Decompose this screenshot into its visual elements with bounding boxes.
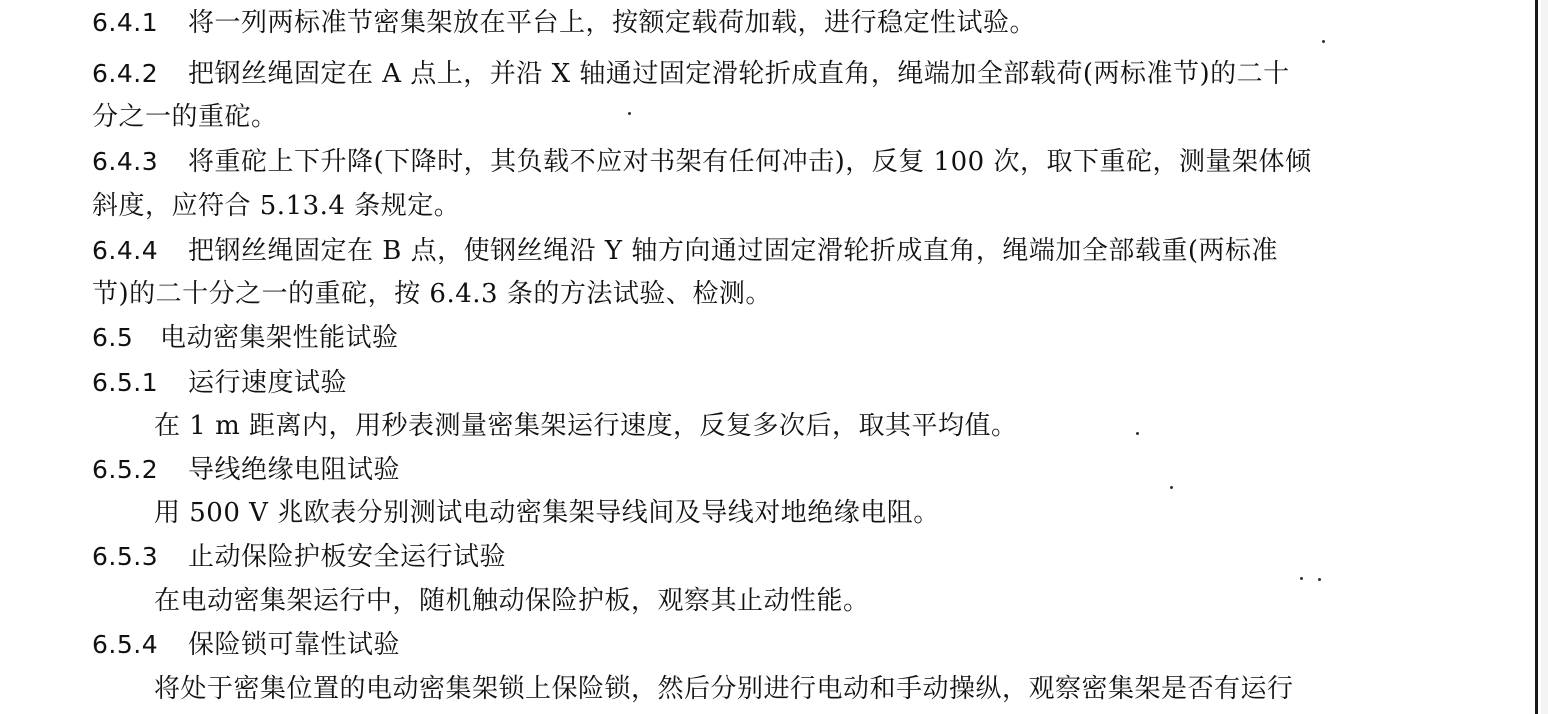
clause-6-5-3: [92, 540, 506, 574]
clause-number: 6.4.2: [92, 59, 159, 88]
clause-6-4-3: [92, 145, 1311, 179]
clause-title: 保险锁可靠性试验: [188, 630, 401, 660]
page-edge-line: [1535, 0, 1538, 714]
scan-speck: [1322, 40, 1325, 43]
clause-number: 6.5.2: [92, 455, 159, 484]
section-6-5: [92, 321, 399, 355]
clause-text: 分之一的重砣。: [92, 102, 278, 132]
clause-text: 节)的二十分之一的重砣，按 6.4.3 条的方法试验、检测。: [92, 279, 772, 309]
clause-text: 把钢丝绳固定在 B 点，使钢丝绳沿 Y 轴方向通过固定滑轮折成直角，绳端加全部载重(两标准: [188, 236, 1278, 266]
section-number: 6.5: [92, 323, 134, 352]
clause-text: 将处于密集位置的电动密集架锁上保险锁，然后分别进行电动和手动操纵，观察密集架是否有运行: [154, 674, 1294, 704]
clause-6-5-1-body: [154, 409, 1018, 443]
clause-6-5-2-body: [154, 496, 940, 530]
clause-number: 6.5.1: [92, 368, 159, 397]
page-margin: [1541, 0, 1548, 714]
clause-number: 6.4.1: [92, 8, 159, 37]
clause-text: 斜度，应符合 5.13.4 条规定。: [92, 191, 461, 221]
clause-6-4-4-continuation: [92, 277, 772, 311]
scan-speck: [1318, 578, 1321, 581]
clause-title: 止动保险护板安全运行试验: [188, 542, 507, 572]
clause-text: 将重砣上下升降(下降时，其负载不应对书架有任何冲击)，反复 100 次，取下重砣，测量架体倾: [188, 147, 1312, 177]
clause-6-4-3-continuation: [92, 189, 460, 223]
clause-title: 导线绝缘电阻试验: [188, 455, 401, 485]
clause-title: 运行速度试验: [188, 368, 348, 398]
clause-text: 用 500 V 兆欧表分别测试电动密集架导线间及导线对地绝缘电阻。: [154, 498, 940, 528]
clause-text: 在 1 m 距离内，用秒表测量密集架运行速度，反复多次后，取其平均值。: [154, 411, 1018, 441]
clause-6-5-4: [92, 628, 400, 662]
clause-6-5-4-body: [154, 672, 1294, 706]
clause-number: 6.5.3: [92, 542, 159, 571]
clause-6-4-2: [92, 57, 1290, 91]
clause-number: 6.5.4: [92, 630, 159, 659]
clause-number: 6.4.4: [92, 236, 159, 265]
clause-6-5-1: [92, 366, 347, 400]
scan-speck: [1300, 577, 1303, 580]
clause-6-5-3-body: [154, 584, 870, 618]
clause-number: 6.4.3: [92, 147, 159, 176]
section-title: 电动密集架性能试验: [160, 323, 399, 353]
scan-speck: [628, 112, 631, 115]
clause-6-4-1: [92, 6, 1036, 40]
clause-text: 将一列两标准节密集架放在平台上，按额定载荷加载，进行稳定性试验。: [188, 8, 1037, 38]
clause-6-5-2: [92, 453, 400, 487]
clause-text: 在电动密集架运行中，随机触动保险护板，观察其止动性能。: [154, 586, 870, 616]
clause-6-4-2-continuation: [92, 100, 278, 134]
clause-6-4-4: [92, 234, 1278, 268]
scan-speck: [1170, 486, 1173, 489]
clause-text: 把钢丝绳固定在 A 点上，并沿 X 轴通过固定滑轮折成直角，绳端加全部载荷(两标准节)的二十: [188, 59, 1290, 89]
scan-speck: [1136, 432, 1139, 435]
